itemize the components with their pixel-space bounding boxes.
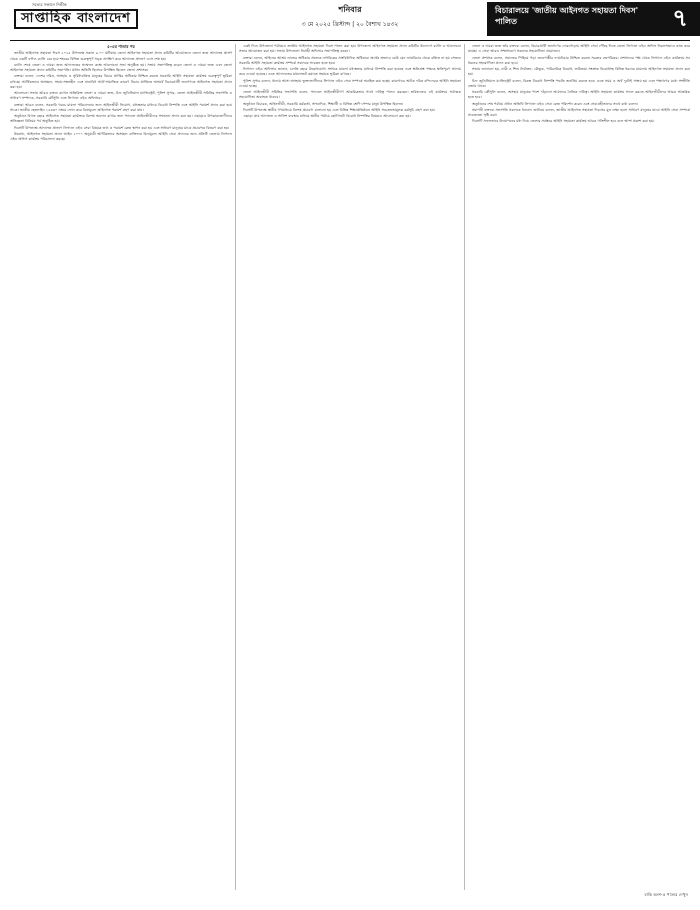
paragraph: জেলা আইনজীবী সমিতির সভাপতি বলেন, প্যানেল আইনজীবীগণ আন্তরিকতার সাথে দায়িত্ব পালন করছেন। ভবিষ্যতেও এই কার্যক্রমে সর্বাত্মক সহযোগিতা অব্যাহত থাকবে। <box>239 90 461 100</box>
paragraph: দিবসটি সফলভাবে উদযাপনের মধ্য দিয়ে জেলার সর্বস্তরে আইনি সহায়তা কার্যক্রম আরও গতিশীল হবে বলে আশা প্রকাশ করা হয়। <box>472 119 655 124</box>
paragraph: জেলা ও দায়রা জজ তাঁর বক্তব্যে বলেন, বিচারপ্রার্থী জনগণের দোরগোড়ায় আইনি সেবা পৌঁছে দিতে জেলা লিগ্যাল এইড অফিস নিরলসভাবে কাজ করে যাচ্ছে। এ সেবা আরও সম্প্রসারণে সকলের সহযোগিতা প্রয়োজন। <box>468 44 690 54</box>
column-divider <box>235 44 236 890</box>
banner-headline: বিচারালয়ে 'জাতীয় আইনগত সহায়তা দিবস' পালিত <box>495 6 639 26</box>
day-label: শনিবার <box>338 5 362 14</box>
paragraph: পুলিশ সুপার বলেন, থানায় আসা অসহায় ভুক্তভোগীদের লিগ্যাল এইড সেবা সম্পর্কে অবহিত করা হচ্ছে। কারাগারে আটক দরিদ্র বন্দিদেরও আইনি সহায়তা দেওয়া হচ্ছে। <box>239 78 461 88</box>
paragraph: দিবসটি উপলক্ষে আদালত প্রাঙ্গণে লিগ্যাল এইড সেবা বিষয়ক তথ্য ও পরামর্শ কেন্দ্র স্থাপন করা হয় এবং সাধারণ মানুষের মাঝে প্রচারপত্র বিতরণ করা হয়। <box>14 125 230 130</box>
paragraph: বক্তারা আরও বলেন, সরকারি খরচে মামলা পরিচালনার জন্য আইনজীবী নিয়োগ, মধ্যস্থতার মাধ্যমে বিরোধ নিষ্পত্তি এবং আইনি পরামর্শ প্রদান করা হয়ে থাকে। জাতীয় হেল্পলাইন ১৬৪৩০ নম্বরে ফোন করে বিনামূল্যে আইনগত পরামর্শ গ্রহণ করা যায়। <box>10 102 232 112</box>
paragraph: সমাপনী বক্তব্যে সভাপতি সকলকে ধন্যবাদ জানিয়ে বলেন, জাতীয় আইনগত সহায়তা দিবসের মূল লক্ষ্য হলো সাধারণ মানুষের মাঝে আইনি সেবা সম্পর্কে সচেতনতা সৃষ্টি করা। <box>468 107 690 117</box>
column-divider <box>464 44 465 890</box>
paragraph: উল্লেখ্য, আইনগত সহায়তা প্রদান আইন ২০০০ অনুযায়ী আর্থিকভাবে অসচ্ছল ব্যক্তিদের বিনামূল্যে আইনি সেবা প্রদানের জন্য প্রতিটি জেলায় লিগ্যাল এইড অফিস কার্যক্রম পরিচালনা করছে। <box>10 131 232 141</box>
dateline <box>220 4 480 30</box>
masthead <box>0 0 700 40</box>
paragraph: র‍্যালি শেষে জেলা ও দায়রা জজ আদালতের সম্মেলন কক্ষে আলোচনা সভা অনুষ্ঠিত হয়। সভায় সভাপতিত্ব করেন জেলা ও দায়রা জজ এবং জেলা আইনগত সহায়তা প্রদান কমিটির সভাপতি। প্রধান অতিথি হিসেবে উপস্থিত ছিলেন জেলা প্রশাসক। <box>10 62 232 72</box>
paragraph: বক্তারা বলেন, দেশের দরিদ্র, অসহায় ও সুবিধাবঞ্চিত মানুষের বিচার প্রাপ্তির অধিকার নিশ্চিত করতে সরকারি আইনি সহায়তা কার্যক্রম গুরুত্বপূর্ণ ভূমিকা রাখছে। আর্থিকভাবে অসচ্ছল, সহায়-সম্বলহীন এবং নানাবিধ আর্থ-সামাজিক কারণে বিচার প্রাপ্তিতে অসমর্থ বিচারপ্রার্থী জনগণকে আইনগত সহায়তা প্রদান করা হয়। <box>10 74 232 89</box>
continued-note: বাকি অংশ-৫ পাতার দেখুন <box>644 892 688 897</box>
paragraph: অনুষ্ঠানে বিচারক, আইনজীবী, সরকারি কর্মকর্তা, সাংবাদিক, শিক্ষার্থী ও বিভিন্ন শ্রেণি-পেশার মানুষ উপস্থিত ছিলেন। <box>243 101 404 106</box>
column-heading: ৫-এর পাতার পর <box>107 44 135 49</box>
article-column-2 <box>239 44 461 884</box>
paragraph: জাতীয় আইনগত সহায়তা দিবস ২০২৫ উপলক্ষে সকাল ৯.০০ ঘটিকায় জেলা আইনগত সহায়তা প্রদান কমিটির আয়োজনে জেলা জজ আদালত প্রাঙ্গণ থেকে একটি বর্ণাঢ্য র‍্যালি বের হয়ে শহরের বিভিন্ন গুরুত্বপূর্ণ সড়ক প্রদক্ষিণ করে আদালত প্রাঙ্গণে এসে শেষ হয়। <box>10 51 232 61</box>
paragraph: জেলা প্রশাসক বলেন, সমাজের পিছিয়ে পড়া জনগোষ্ঠীর ন্যায়বিচার নিশ্চিত করতে সরকার বদ্ধপরিকর। প্রশাসনের পক্ষ থেকে লিগ্যাল এইড কার্যক্রমে সব ধরনের সহযোগিতা প্রদান করা হবে। <box>468 55 690 65</box>
newspaper-name: সাপ্তাহিক বাংলাদেশ <box>14 9 138 29</box>
paragraph: বক্তারা বলেন, আইনের আশ্রয় লাভের অধিকার প্রত্যেক নাগরিকের সাংবিধানিক অধিকার। অর্থের অভাবে কেউ যেন ন্যায়বিচার থেকে বঞ্চিত না হয় সেজন্য সরকারি আইনি সহায়তা কার্যক্রম সম্পর্কে সকলকে সচেতন হতে হবে। <box>239 55 461 65</box>
paragraph: অনুষ্ঠানের শেষ পর্যায়ে প্রধান অতিথি লিগ্যাল এইড সেবা কেন্দ্র পরিদর্শন করেন এবং সেবাগ্রহীতাদের সাথে কথা বলেন। <box>472 101 639 106</box>
paragraph: একই দিনে উপজেলা পর্যায়েও জাতীয় আইনগত সহায়তা দিবস পালন করা হয়। উপজেলা আইনগত সহায়তা প্রদান কমিটির উদ্যোগে র‍্যালি ও আলোচনা সভার আয়োজন করা হয়। সভায় উপজেলা নির্বাহী অফিসার সভাপতিত্ব করেন। <box>239 44 461 54</box>
masthead-divider <box>10 40 690 41</box>
tagline: সত্যের সন্ধানে নির্ভীক <box>32 2 67 7</box>
article-column-1 <box>10 44 232 884</box>
date-label: ৩ মে ২০২৫ খ্রিস্টাব্দ | ২০ বৈশাখ ১৪৩২ <box>301 21 399 28</box>
paragraph: লিগ্যাল এইড অফিসার জানান, চলতি বছরে উল্লেখযোগ্য সংখ্যক মামলা মধ্যস্থতার মাধ্যমে নিষ্পত্তি করা হয়েছে এবং ক্ষতিগ্রস্ত পক্ষকে ক্ষতিপূরণ আদায় করে দেওয়া হয়েছে। এতে আদালতের মামলাজট কমাতে সহায়ক ভূমিকা রাখছে। <box>239 67 461 77</box>
paragraph: অনুষ্ঠানে বিগত বছরে আইনগত সহায়তা কার্যক্রমে বিশেষ অবদান রাখার জন্য প্যানেল আইনজীবীদের সম্মাননা প্রদান করা হয়। এছাড়াও উপকারভোগীদের অভিজ্ঞতা বিনিময় পর্ব অনুষ্ঠিত হয়। <box>10 114 232 124</box>
paragraph: সরকারি কৌঁসুলি বলেন, অসহায় মানুষের পাশে দাঁড়ানো আমাদের নৈতিক দায়িত্ব। আইনি সহায়তা কার্যক্রম সফল করতে আইনজীবীদের আরও আন্তরিক হতে হবে। <box>468 90 690 100</box>
paragraph: সভায় জানানো হয়, নারী ও শিশু নির্যাতন, যৌতুক, পারিবারিক বিরোধ, জমিজমা সংক্রান্ত বিরোধসহ বিভিন্ন ধরনের মামলায় আইনগত সহায়তা প্রদান করা হয়। <box>468 67 690 77</box>
page-number: ৭ <box>672 4 688 32</box>
newspaper-logo <box>10 2 160 38</box>
section-banner <box>487 2 700 36</box>
paragraph: আলোচনা সভায় আরও বক্তব্য রাখেন অতিরিক্ত জেলা ও দায়রা জজ, চিফ জুডিসিয়াল ম্যাজিস্ট্রেট, পুলিশ সুপার, জেলা আইনজীবী সমিতির সভাপতি ও সাধারণ সম্পাদক, সরকারি কৌঁসুলি এবং লিগ্যাল এইড অফিসার। <box>10 91 232 101</box>
article-column-3 <box>468 44 690 884</box>
paragraph: চিফ জুডিসিয়াল ম্যাজিস্ট্রেট বলেন, বিকল্প বিরোধ নিষ্পত্তি পদ্ধতি জনপ্রিয় করতে হবে। এতে সময় ও অর্থ দুটোই সাশ্রয় হয় এবং পক্ষগণের মধ্যে সম্প্রীতি বজায় থাকে। <box>468 78 690 88</box>
paragraph: এছাড়া গ্রাম আদালত ও সালিশ ব্যবস্থার মাধ্যমে স্থানীয় পর্যায়ে ছোটখাটো বিরোধ নিষ্পত্তির বিষয়েও আলোচনা করা হয়। <box>243 114 411 118</box>
paragraph: দিবসটি উপলক্ষে স্থানীয় গণমাধ্যমে বিশেষ প্রচারণা চালানো হয় এবং বিভিন্ন শিক্ষাপ্রতিষ্ঠানে আইনি সচেতনতামূলক কর্মসূচি গ্রহণ করা হয়। <box>243 107 436 112</box>
